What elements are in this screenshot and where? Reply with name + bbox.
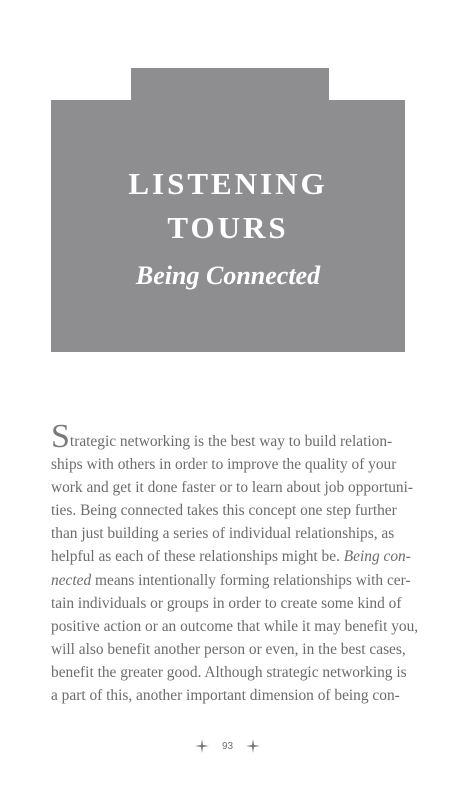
body-line-8: tain individuals or groups in order to create some kind of xyxy=(51,594,402,612)
body-line-12: a part of this, another important dimension of being con- xyxy=(51,687,400,705)
body-line-9: positive action or an outcome that while it may benefit you, xyxy=(51,617,419,635)
chapter-subtitle: Being Connected xyxy=(135,261,321,290)
page-number: 93 xyxy=(221,740,234,752)
chapter-header-tab xyxy=(131,68,329,102)
body-line-7-italic: nected xyxy=(51,571,92,589)
body-line-10: will also benefit another person or even, in the best cases, xyxy=(51,640,406,658)
body-line-1 xyxy=(51,418,405,455)
body-line-2: ships with others in order to improve the quality of your xyxy=(51,456,397,474)
fleuron-right-icon xyxy=(245,738,261,754)
body-line-6-text: helpful as each of these relationships might be. xyxy=(51,548,344,566)
body-line-7-text: means intentionally forming relationships with cer- xyxy=(91,571,411,589)
body-line-4: ties. Being connected takes this concept one step further xyxy=(51,502,397,520)
body-line-5: than just building a series of individual relationships, as xyxy=(51,525,395,543)
chapter-title-line-2: TOURS xyxy=(167,210,289,245)
body-line-7 xyxy=(51,569,411,592)
body-line-1-text: trategic networking is the best way to build relation- xyxy=(69,433,393,450)
body-line-6 xyxy=(51,545,411,568)
body-line-6-italic: Being con- xyxy=(343,548,411,566)
chapter-title xyxy=(51,162,405,250)
body-paragraph xyxy=(51,418,419,707)
chapter-title-line-1: LISTENING xyxy=(128,166,328,201)
body-line-3: work and get it done faster or to learn about job opportuni- xyxy=(51,479,414,497)
fleuron-left-icon xyxy=(194,738,210,754)
body-line-11: benefit the greater good. Although strategic networking is xyxy=(51,663,407,681)
drop-cap: S xyxy=(51,418,70,455)
page-footer xyxy=(0,736,455,756)
